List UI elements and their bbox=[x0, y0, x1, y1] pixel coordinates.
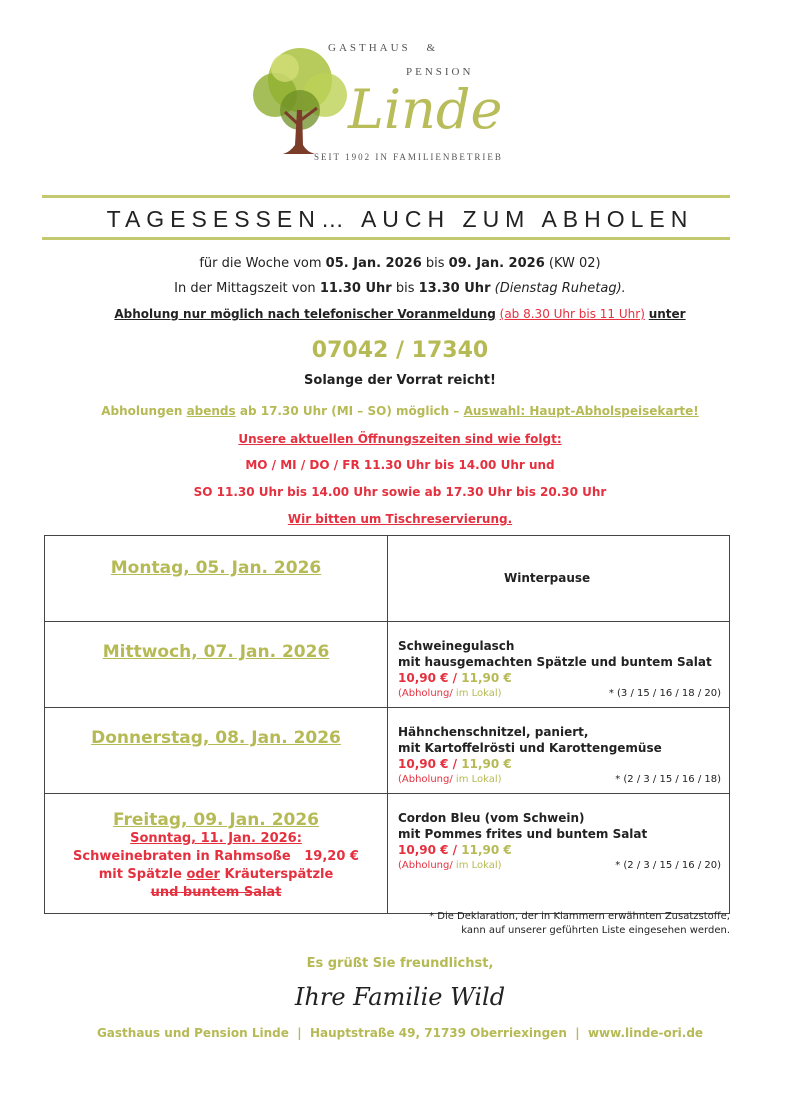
week-mid: bis bbox=[425, 256, 445, 271]
label-local: im Lokal) bbox=[455, 688, 502, 699]
table-row bbox=[45, 622, 730, 708]
phone-number[interactable]: 07042 / 17340 bbox=[311, 338, 489, 363]
lunch-mid: bis bbox=[395, 281, 415, 296]
hours-line-2: SO 11.30 Uhr bis 14.00 Uhr sowie ab 17.30 Uhr bis 20.30 Uhr bbox=[193, 485, 607, 499]
week-pre: für die Woche vom bbox=[199, 256, 322, 271]
dish-cell bbox=[388, 794, 730, 914]
tree-icon bbox=[245, 40, 355, 160]
dish-line-1: Hähnchenschnitzel, paniert, bbox=[398, 725, 589, 739]
price-sep: / bbox=[452, 757, 458, 771]
dish-cell bbox=[388, 536, 730, 622]
additives-footnote bbox=[300, 910, 730, 938]
title-rule-top bbox=[42, 195, 730, 198]
dish-line-1: Cordon Bleu (vom Schwein) bbox=[398, 811, 585, 825]
label-sep: / bbox=[449, 860, 453, 871]
day-name: Donnerstag, 08. Jan. 2026 bbox=[91, 728, 341, 748]
day-name: Freitag, 09. Jan. 2026 bbox=[112, 810, 320, 830]
lunch-note: (Dienstag Ruhetag). bbox=[494, 281, 626, 296]
day-cell bbox=[45, 622, 388, 708]
label-local: im Lokal) bbox=[455, 860, 502, 871]
price-sep: / bbox=[452, 843, 458, 857]
table-row bbox=[45, 794, 730, 914]
price-local: 11,90 € bbox=[461, 671, 512, 685]
menu-table bbox=[44, 535, 730, 914]
table-row bbox=[45, 536, 730, 622]
label-pickup: (Abholung bbox=[398, 688, 450, 699]
logo-pension: PENSION bbox=[406, 66, 474, 78]
price-pickup: 10,90 € bbox=[398, 843, 449, 857]
price-pickup: 10,90 € bbox=[398, 671, 449, 685]
lunch-from: 11.30 Uhr bbox=[319, 281, 392, 296]
title-rule-bottom bbox=[42, 237, 730, 240]
footnote-line-2: kann auf unserer geführten Liste eingesehen werden. bbox=[461, 925, 730, 936]
special-line-3: und buntem Salat bbox=[150, 885, 282, 900]
price-local: 11,90 € bbox=[461, 843, 512, 857]
pickup-time: (ab 8.30 Uhr bis 11 Uhr) bbox=[499, 307, 645, 321]
evening-mid: ab 17.30 Uhr (MI – SO) möglich – bbox=[239, 404, 460, 418]
additives: * (3 / 15 / 16 / 18 / 20) bbox=[608, 688, 721, 699]
reservation-note: Wir bitten um Tischreservierung. bbox=[287, 512, 513, 526]
week-to: 09. Jan. 2026 bbox=[448, 256, 545, 271]
evening-pre: Abholungen bbox=[101, 404, 183, 418]
footer-address: Gasthaus und Pension Linde | Hauptstraße 49, 71739 Oberriexingen | www.linde-ori.de bbox=[96, 1026, 704, 1040]
dish-line-2: mit Kartoffelrösti und Karottengemüse bbox=[398, 741, 662, 755]
label-pickup: (Abholung bbox=[398, 860, 450, 871]
day-name: Montag, 05. Jan. 2026 bbox=[110, 558, 322, 578]
day-cell bbox=[45, 708, 388, 794]
logo-name: Linde bbox=[348, 78, 503, 141]
evening-line bbox=[0, 403, 800, 419]
week-kw: (KW 02) bbox=[548, 256, 601, 271]
additives: * (2 / 3 / 15 / 16 / 20) bbox=[615, 860, 721, 871]
price-line bbox=[398, 842, 729, 858]
lunch-line bbox=[0, 281, 800, 297]
day-name: Mittwoch, 07. Jan. 2026 bbox=[102, 642, 330, 662]
dish-line-2: mit Pommes frites und buntem Salat bbox=[398, 827, 648, 841]
lunch-to: 13.30 Uhr bbox=[418, 281, 491, 296]
greeting: Es grüßt Sie freundlichst, bbox=[306, 956, 494, 971]
page-title: TAGESESSEN… AUCH ZUM ABHOLEN bbox=[106, 206, 694, 232]
hours-heading: Unsere aktuellen Öffnungszeiten sind wie folgt: bbox=[238, 432, 562, 446]
week-line bbox=[0, 256, 800, 272]
price-labels bbox=[398, 858, 729, 874]
special-heading: Sonntag, 11. Jan. 2026: bbox=[130, 831, 302, 846]
logo bbox=[240, 38, 560, 168]
table-row bbox=[45, 708, 730, 794]
label-pickup: (Abholung bbox=[398, 774, 450, 785]
day-cell bbox=[45, 794, 388, 914]
label-sep: / bbox=[449, 688, 453, 699]
dish-line-2: mit hausgemachten Spätzle und buntem Salat bbox=[398, 655, 712, 669]
price-labels bbox=[398, 686, 729, 702]
special-pre: mit Spätzle bbox=[98, 867, 182, 882]
logo-gasthaus: GASTHAUS bbox=[328, 42, 411, 54]
additives: * (2 / 3 / 15 / 16 / 18) bbox=[615, 774, 721, 785]
price-line bbox=[398, 670, 729, 686]
dish-cell bbox=[388, 708, 730, 794]
logo-since: SEIT 1902 IN FAMILIENBETRIEB bbox=[314, 152, 503, 162]
label-sep: / bbox=[449, 774, 453, 785]
special-line-2 bbox=[45, 866, 387, 884]
price-pickup: 10,90 € bbox=[398, 757, 449, 771]
day-cell bbox=[45, 536, 388, 622]
special-line-1: Schweinebraten in Rahmsoße 19,20 € bbox=[73, 849, 359, 864]
dish-line-1: Schweinegulasch bbox=[398, 639, 515, 653]
pickup-end: unter bbox=[648, 307, 686, 321]
label-local: im Lokal) bbox=[455, 774, 502, 785]
pickup-main: Abholung nur möglich nach telefonischer Voranmeldung bbox=[114, 307, 496, 321]
signature: Ihre Familie Wild bbox=[294, 983, 506, 1011]
logo-ampersand: & bbox=[426, 42, 438, 54]
week-from: 05. Jan. 2026 bbox=[325, 256, 422, 271]
special-post: Kräuterspätzle bbox=[224, 867, 334, 882]
pickup-line bbox=[0, 306, 800, 322]
dish-title: Winterpause bbox=[504, 571, 591, 585]
evening-link[interactable]: Auswahl: Haupt-Abholspeisekarte! bbox=[463, 404, 699, 418]
price-labels bbox=[398, 772, 729, 788]
special-oder: oder bbox=[186, 867, 220, 882]
stock-note: Solange der Vorrat reicht! bbox=[304, 373, 496, 388]
sunday-special bbox=[45, 830, 387, 902]
price-local: 11,90 € bbox=[461, 757, 512, 771]
lunch-pre: In der Mittagszeit von bbox=[174, 281, 316, 296]
price-sep: / bbox=[452, 671, 458, 685]
hours-line-1: MO / MI / DO / FR 11.30 Uhr bis 14.00 Uhr und bbox=[245, 458, 555, 472]
price-line bbox=[398, 756, 729, 772]
dish-cell bbox=[388, 622, 730, 708]
footnote-line-1: * Die Deklaration, der in Klammern erwähnten Zusatzstoffe, bbox=[429, 911, 730, 922]
evening-abends: abends bbox=[186, 404, 236, 418]
